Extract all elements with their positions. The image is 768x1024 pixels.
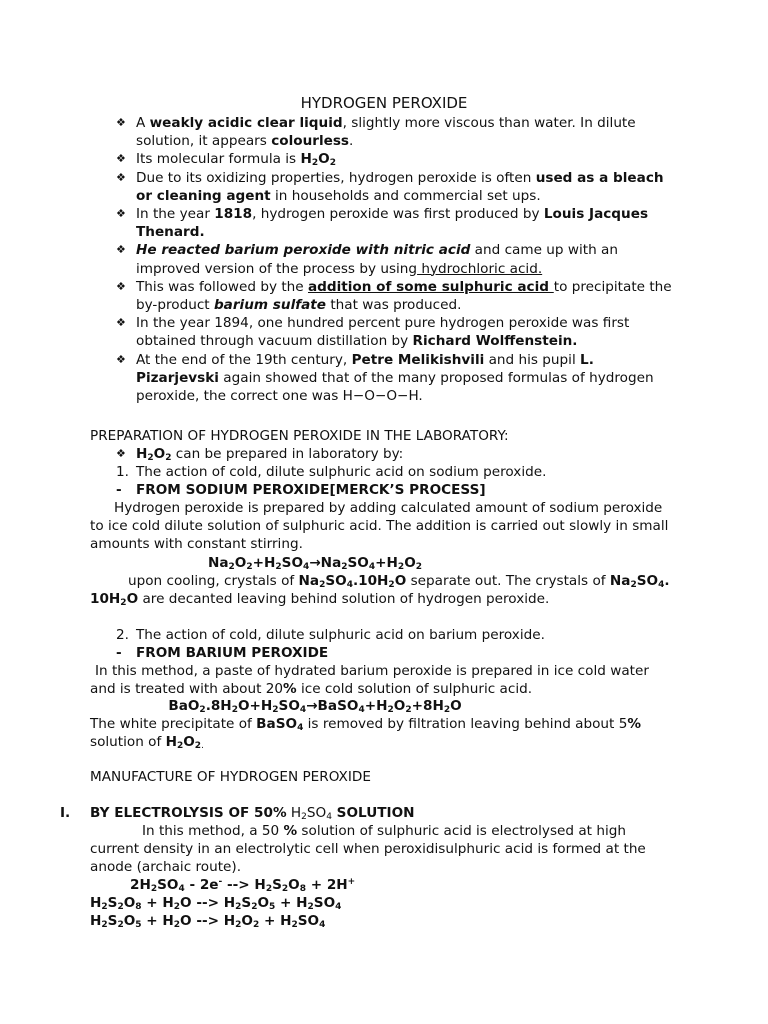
list-item: ❖ Its molecular formula is $H_2O_2$ [116,151,336,169]
paragraph-precipitate: The white precipitate of BaSO$_4$ is removed by filtration leaving behind about 5% solution of $H_2O_{2.}$ [90,716,641,752]
equation-sodium: $Na_2O_2+H_2SO_4\to Na_2SO_4+H_2O_2$ [207,555,423,572]
diamond-bullet-icon: ❖ [116,152,126,166]
manufacture-heading: MANUFACTURE OF HYDROGEN PEROXIDE [90,769,371,785]
page-title: HYDROGEN PEROXIDE [300,94,468,112]
diamond-bullet-icon: ❖ [116,316,126,330]
diamond-bullet-icon: ❖ [116,279,126,293]
preparation-heading: PREPARATION OF HYDROGEN PEROXIDE IN THE LABORATORY: [90,428,509,444]
diamond-bullet-icon: ❖ [116,207,126,221]
paragraph-electrolysis: In this method, a 50 % solution of sulphuric acid is electrolysed at high current density in an electrolytic cell when peroxidisulphuric acid is formed at the anode (archaic route). [90,823,646,876]
intro-bullet-list [116,114,676,405]
list-item: ❖ In the year 1818, hydrogen peroxide was first produced by Louis Jacques Thenard. [116,206,649,241]
method-2: 2. The action of cold, dilute sulphuric acid on barium peroxide. [116,627,545,643]
list-item: ❖ This was followed by the addition of some sulphuric acid to precipitate the by-product barium sulfate that was produced. [116,278,672,314]
list-item: ❖ At the end of the 19th century, Petre Melikishvili and his pupil L. Pizarjevski again showed that of the many proposed formulas of hydrogen peroxide, the correct one was H−O−O−H. [116,351,654,405]
list-item: ❖ In the year 1894, one hundred percent pure hydrogen peroxide was first obtained through vacuum distillation by Richard Wolffenstein. [116,315,630,350]
paragraph-crystals: upon cooling, crystals of $Na_2SO_4.10H_2O$ separate out. The crystals of $Na_2SO_4$. $10H_2O$ are decanted leaving behind solution of hydrogen peroxide. [90,573,670,609]
list-item: ❖ Due to its oxidizing properties, hydrogen peroxide is often used as a bleach or cleaning agent in households and commercial set ups. [116,169,664,204]
paragraph-sodium-method: Hydrogen peroxide is prepared by adding calculated amount of sodium peroxide to ice cold dilute solution of sulphuric acid. The addition is carried out slowly in small amounts with constant stirring. [90,500,669,553]
preparation-intro: ❖ $H_2O_2$ can be prepared in laboratory by: [116,446,404,463]
electrolysis-heading: I. BY ELECTROLYSIS OF 50% $H_2SO_4$ SOLUTION [60,805,415,822]
list-item: ❖ He reacted barium peroxide with nitric acid and came up with an improved version of the process by using hydrochloric acid. [116,242,618,277]
diamond-bullet-icon: ❖ [116,116,126,129]
diamond-bullet-icon: ❖ [116,170,126,184]
equation-electrolysis-1: $2H_2SO_4 - 2e^-$ --> $H_2S_2O_8 + 2H^+$ [130,877,356,894]
diamond-bullet-icon: ❖ [116,352,126,366]
diamond-bullet-icon: ❖ [116,447,126,460]
subheading-barium-peroxide: - FROM BARIUM PEROXIDE [116,645,329,661]
method-1: 1. The action of cold, dilute sulphuric acid on sodium peroxide. [116,464,547,480]
equation-electrolysis-3: $H_2S_2O_5 + H_2O$ --> $H_2O_2 + H_2SO_4$ [90,913,326,930]
paragraph-barium-method: In this method, a paste of hydrated barium peroxide is prepared in ice cold water and is treated with about 20% ice cold solution of sulphuric acid. [90,663,649,698]
subheading-sodium-peroxide: - FROM SODIUM PEROXIDE[MERCK’S PROCESS] [116,482,486,498]
equation-barium: $BaO_2.8H_2O+H_2SO_4\to BaSO_4+H_2O_2+8H_2O$ [168,698,462,715]
diamond-bullet-icon: ❖ [116,243,126,257]
list-item: ❖ A weakly acidic clear liquid, slightly more viscous than water. In dilute solution, it appears colourless. [116,115,636,150]
equation-electrolysis-2: $H_2S_2O_8 + H_2O$ --> $H_2S_2O_5 + H_2SO_4$ [90,895,342,912]
